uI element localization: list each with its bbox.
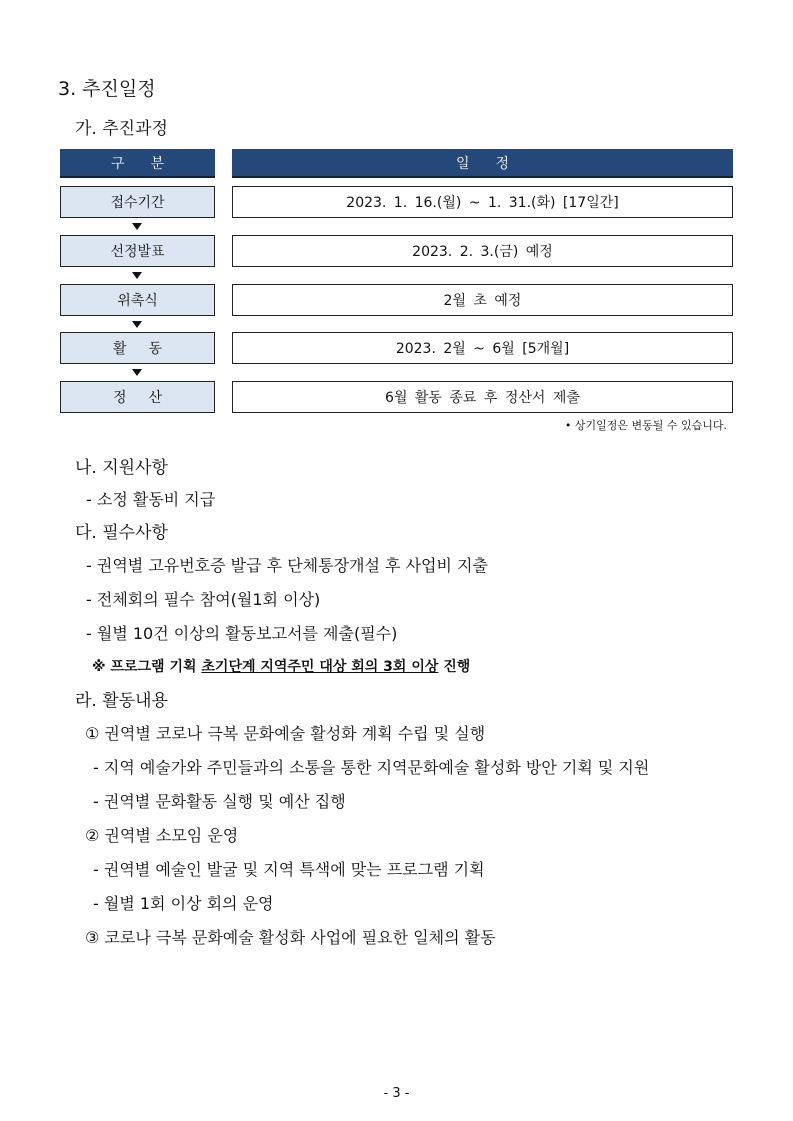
- list-item: ① 권역별 코로나 극복 문화예술 활성화 계획 수립 및 실행: [85, 724, 486, 743]
- schedule-cell: 6월 활동 종료 후 정산서 제출: [232, 381, 733, 413]
- subsection-title-activities: 라. 활동내용: [75, 691, 168, 711]
- stage-cell: 활동: [60, 332, 215, 364]
- schedule-cell: 2월 초 예정: [232, 284, 733, 316]
- list-item: - 월별 10건 이상의 활동보고서를 제출(필수): [86, 624, 398, 643]
- subsection-title-requirements: 다. 필수사항: [75, 523, 168, 543]
- list-item: - 지역 예술가와 주민들과의 소통을 통한 지역문화예술 활성화 방안 기획 및 지원: [93, 758, 650, 777]
- remark-suffix: 진행: [438, 659, 471, 675]
- list-item: - 소정 활동비 지급: [86, 490, 216, 509]
- stage-cell: 위촉식: [60, 284, 215, 316]
- list-item: - 월별 1회 이상 회의 운영: [93, 894, 274, 913]
- down-arrow-icon: [132, 321, 142, 328]
- table-header-category: 구분: [60, 149, 215, 178]
- list-item: ③ 코로나 극복 문화예술 활성화 사업에 필요한 일체의 활동: [85, 928, 496, 947]
- stage-cell: 접수기간: [60, 186, 215, 218]
- remark-prefix: ※ 프로그램 기획: [92, 659, 202, 675]
- stage-cell: 정산: [60, 381, 215, 413]
- subsection-title-process: 가. 추진과정: [75, 119, 168, 139]
- remark-line: [92, 656, 470, 676]
- list-item: - 권역별 문화활동 실행 및 예산 집행: [93, 792, 346, 811]
- schedule-note: • 상기일정은 변동될 수 있습니다.: [564, 419, 727, 432]
- list-item: - 전체회의 필수 참여(월1회 이상): [86, 590, 321, 609]
- schedule-cell: 2023. 2. 3.(금) 예정: [232, 235, 733, 267]
- list-item: - 권역별 예술인 발굴 및 지역 특색에 맞는 프로그램 기획: [93, 860, 485, 879]
- list-item: - 권역별 고유번호증 발급 후 단체통장개설 후 사업비 지출: [86, 556, 488, 575]
- page-number: - 3 -: [383, 1086, 410, 1101]
- table-header-schedule: 일정: [232, 149, 733, 178]
- schedule-cell: 2023. 2월 ~ 6월 [5개월]: [232, 332, 733, 364]
- down-arrow-icon: [132, 369, 142, 376]
- list-item: ② 권역별 소모임 운영: [85, 826, 239, 845]
- remark-underlined: 초기단계 지역주민 대상 회의 3회 이상: [201, 659, 439, 675]
- subsection-title-support: 나. 지원사항: [75, 458, 168, 478]
- stage-cell: 선정발표: [60, 235, 215, 267]
- down-arrow-icon: [132, 223, 142, 230]
- section-title: 3. 추진일정: [58, 78, 156, 100]
- down-arrow-icon: [132, 272, 142, 279]
- schedule-cell: 2023. 1. 16.(월) ~ 1. 31.(화) [17일간]: [232, 186, 733, 218]
